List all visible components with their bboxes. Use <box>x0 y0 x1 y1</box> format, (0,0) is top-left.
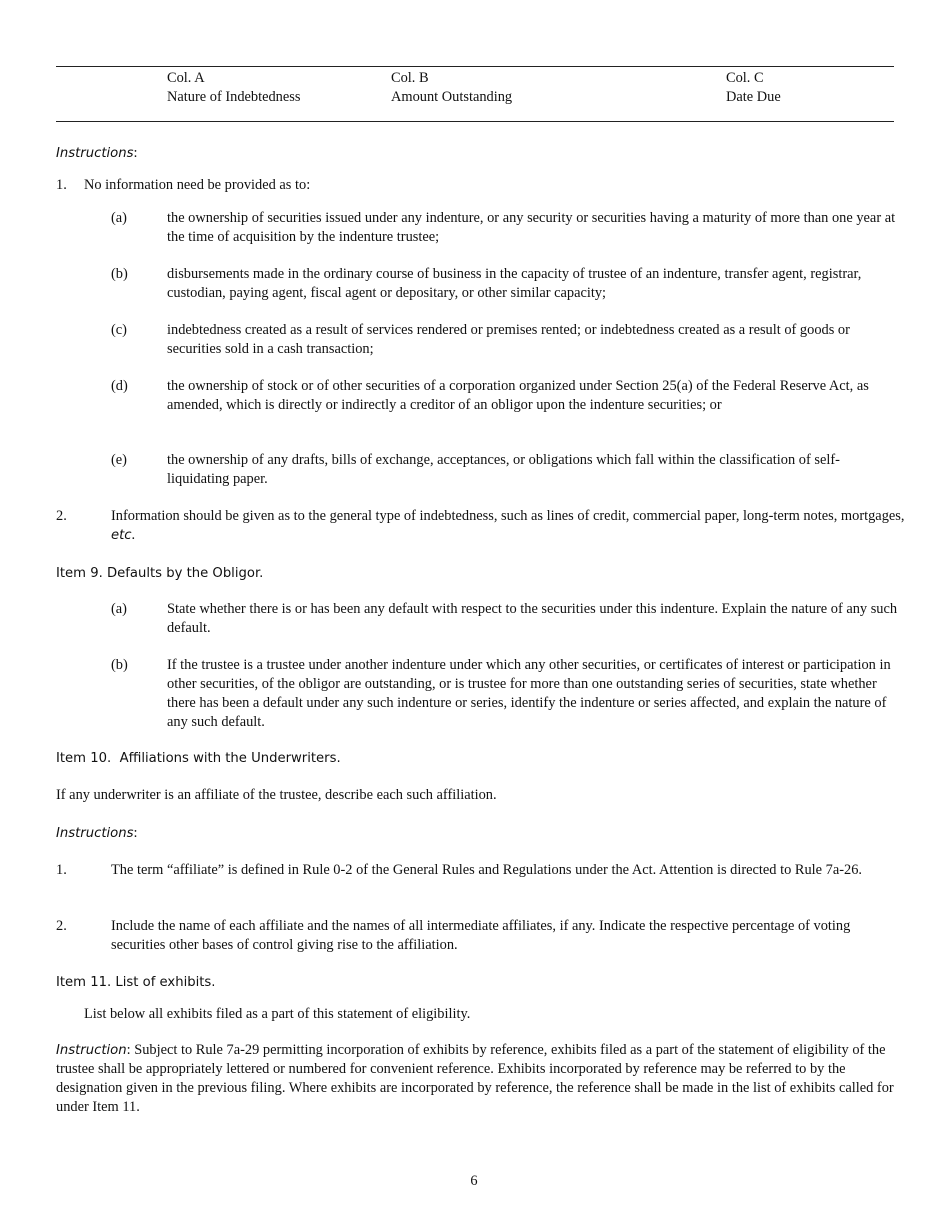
item-11-instruction <box>56 1041 907 1117</box>
subitem-text: disbursements made in the ordinary course of business in the capacity of trustee of an indenture, transfer agent, registrar, custodian, paying agent, fiscal agent or depositary, or other similar capacity; <box>167 266 862 301</box>
instruction-2-end: . <box>131 527 136 543</box>
item-11-body: List below all exhibits filed as a part of this statement of eligibility. <box>84 1006 471 1022</box>
item-9-heading: Item 9. Defaults by the Obligor. <box>56 566 264 581</box>
col-b-sub: Amount Outstanding <box>391 89 513 105</box>
instruction-1-number: 1. <box>56 177 67 193</box>
item-10-instruction-text: The term “affiliate” is defined in Rule 0-2 of the General Rules and Regulations under the Act. Attention is directed to Rule 7a-26. <box>111 862 863 878</box>
subitem-label: (b) <box>111 657 128 673</box>
subitem-label: (d) <box>111 378 128 394</box>
subitem-label: (a) <box>111 601 127 617</box>
instructions-heading <box>56 144 137 163</box>
subitem-label: (c) <box>111 322 127 338</box>
instruction-2-text <box>111 507 907 545</box>
subitem-text: the ownership of securities issued under any indenture, or any security or securities having a maturity of more than one year at the time of acquisition by the indenture trustee; <box>167 210 896 245</box>
col-c-header <box>726 69 781 107</box>
subitem-label: (a) <box>111 210 127 226</box>
item-10-heading: Item 10. Affiliations with the Underwriters. <box>56 751 341 766</box>
col-a-label: Col. A <box>167 70 205 86</box>
subitem-label: (b) <box>111 266 128 282</box>
col-a-header <box>167 69 300 107</box>
instruction-1-text: No information need be provided as to: <box>84 177 311 193</box>
item-11-heading: Item 11. List of exhibits. <box>56 975 216 990</box>
item-11-instruction-text: : Subject to Rule 7a-29 permitting incorporation of exhibits by reference, exhibits filed as a part of the statement of eligibility of the trustee shall be appropriately lettered or numbered for convenient reference. Exhibits incorporated by reference may be referred to by the designation given in the previous filing. Where exhibits are incorporated by reference, the reference shall be made in the list of exhibits called for under Item 11. <box>56 1042 894 1115</box>
table-top-rule <box>56 66 894 67</box>
col-c-sub: Date Due <box>726 89 781 105</box>
col-b-header <box>391 69 512 107</box>
col-b-label: Col. B <box>391 70 429 86</box>
item-10-instructions-heading <box>56 824 137 843</box>
subitem-text: the ownership of any drafts, bills of exchange, acceptances, or obligations which fall within the classification of self-liquidating paper. <box>167 452 840 487</box>
instruction-2-etc: etc <box>111 528 132 543</box>
table-bottom-rule <box>56 121 894 122</box>
subitem-text: the ownership of stock or of other securities of a corporation organized under Section 25(a) of the Federal Reserve Act, as amended, which is directly or indirectly a creditor of an obligor upon the indenture securities; or <box>167 378 869 413</box>
instructions-heading-label: Instructions <box>56 146 134 161</box>
item-10-instructions-label: Instructions <box>56 826 134 841</box>
col-c-label: Col. C <box>726 70 764 86</box>
instruction-2-body: Information should be given as to the general type of indebtedness, such as lines of credit, commercial paper, long-term notes, mortgages, <box>111 508 905 524</box>
subitem-text: State whether there is or has been any default with respect to the securities under this indenture. Explain the nature of any such default. <box>167 601 898 636</box>
subitem-text: If the trustee is a trustee under another indenture under which any other securities, or certificates of interest or participation in other securities, of the obligor are outstanding, or is trustee for more than one outstanding series of securities, state whether there has been a default under any such indenture or series, identify the indenture or series affected, and explain the nature of any such default. <box>167 657 891 730</box>
instructions-heading-colon: : <box>133 145 138 161</box>
instruction-2-number: 2. <box>56 508 67 524</box>
item-10-instruction-number: 1. <box>56 862 67 878</box>
item-10-instructions-colon: : <box>133 825 138 841</box>
col-a-sub: Nature of Indebtedness <box>167 89 301 105</box>
item-11-instruction-label: Instruction <box>56 1043 127 1058</box>
item-10-body: If any underwriter is an affiliate of the trustee, describe each such affiliation. <box>56 787 497 803</box>
page-number: 6 <box>470 1173 478 1189</box>
subitem-text: indebtedness created as a result of services rendered or premises rented; or indebtedness created as a result of goods or securities sold in a cash transaction; <box>167 322 850 357</box>
item-10-instruction-text: Include the name of each affiliate and the names of all intermediate affiliates, if any. Indicate the respective percentage of voting securities other bases of control giving rise to the affiliation. <box>111 918 851 953</box>
item-10-instruction-number: 2. <box>56 918 67 934</box>
subitem-label: (e) <box>111 452 127 468</box>
